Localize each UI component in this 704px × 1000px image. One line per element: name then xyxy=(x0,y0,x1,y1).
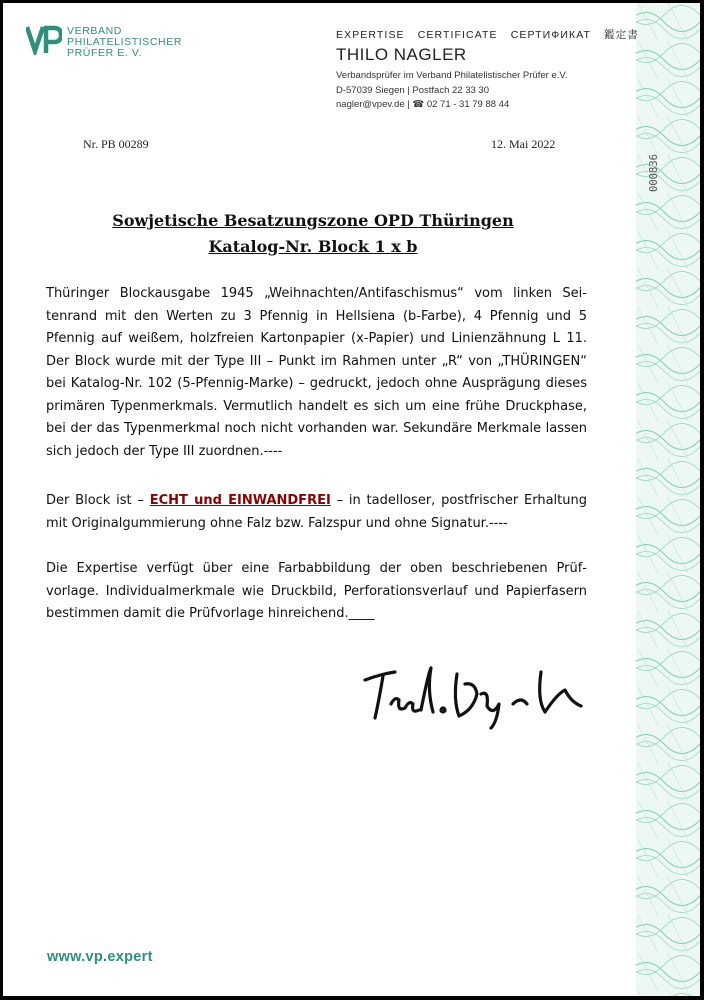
contact-line: nagler@vpev.de | ☎ 02 71 - 31 79 88 44 xyxy=(336,99,510,110)
verdict-genuine: ECHT und EINWANDFREI xyxy=(149,493,331,508)
verdict-intro: Der Block ist – xyxy=(46,493,150,508)
certificate-page xyxy=(3,3,700,996)
side-serial-number xyxy=(647,133,693,223)
org-line: VERBAND xyxy=(67,25,122,37)
expertise-note-paragraph: Die Expertise verfügt über eine Farbabbildung der oben beschriebenen Prüfvorlage. Individualmerkmale wie Druckbild, Perforationsverlauf und Papierfasern bestimmen damit die Prüfvorlage hinreichend.____ xyxy=(46,561,587,621)
expert-address xyxy=(336,69,567,113)
org-line: PHILATELISTISCHER xyxy=(67,36,183,48)
website-link[interactable]: www.vp.expert xyxy=(47,949,153,965)
address-line: D-57039 Siegen | Postfach 22 33 30 xyxy=(336,84,489,96)
vp-logo xyxy=(26,25,62,55)
verdict-details: – in tadelloser, postfrischer Erhaltung mit Originalgummierung ohne Falz bzw. Falzspur und ohne Signatur.---- xyxy=(46,493,587,531)
certificate-titles xyxy=(336,27,648,42)
address-line: Verbandsprüfer im Verband Philatelistischer Prüfer e.V. xyxy=(336,70,568,81)
description-paragraph: Thüringer Blockausgabe 1945 „Weihnachten/Antifaschismus“ vom linken Seitenrand mit den Werten zu 3 Pfennig in Hellsiena (b-Farbe), 4 Pfennig und 5 Pfennig auf weißem, holzfreien Kartonpapier (x-Papier) und Linienzähnung L 11. Der Block wurde mit der Type III – Punkt im Rahmen unter „R“ von „THÜRINGEN“ bei Katalog-Nr. 102 (5-Pfennig-Marke) – gedruckt, jedoch ohne Ausprägung dieses primären Typenmerkmals. Vermutlich handelt es sich um eine frühe Druckphase, bei der das Typenmerkmal noch nicht vorhanden war. Sekundäre Merkmale lassen sich jedoch der Type III zuordnen.---- xyxy=(46,286,587,459)
title-expertise: EXPERTISE xyxy=(336,29,405,41)
certificate-heading: Sowjetische Besatzungszone OPD Thüringen xyxy=(112,211,514,230)
catalog-number-heading: Katalog-Nr. Block 1 x b xyxy=(208,237,418,256)
association-name xyxy=(67,26,182,59)
org-line: PRÜFER E. V. xyxy=(67,47,143,59)
title-japanese: 鑑定書 xyxy=(604,29,639,41)
title-certificate: CERTIFICATE xyxy=(417,29,498,41)
title-russian: СЕРТИФИКАТ xyxy=(510,29,592,41)
serial-text: 000836 xyxy=(647,154,660,192)
expert-name: THILO NAGLER xyxy=(336,45,467,64)
certificate-date: 12. Mai 2022 xyxy=(491,137,556,151)
verdict-paragraph xyxy=(46,490,587,535)
certificate-number: Nr. PB 00289 xyxy=(83,137,149,151)
handwritten-signature xyxy=(361,660,601,730)
